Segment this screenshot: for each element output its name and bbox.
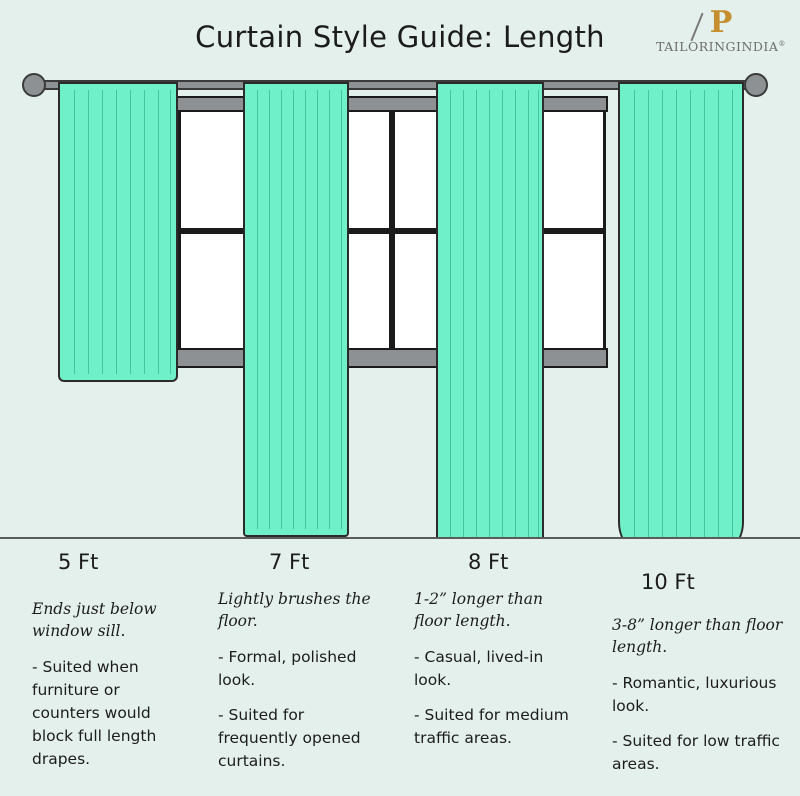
description-column-10ft <box>612 614 784 788</box>
brand-mark-icon: P <box>709 5 733 40</box>
bullet-item: - Formal, polished look. <box>218 648 357 689</box>
lead-text: Lightly brushes the floor. <box>218 590 371 630</box>
description-column-8ft <box>414 588 574 762</box>
finial-knob-right-icon <box>744 73 768 97</box>
curtain-panel-5ft <box>58 82 178 382</box>
bullet-item: - Suited for frequently opened curtains. <box>218 706 361 770</box>
curtain-panel-10ft <box>618 82 744 562</box>
finial-knob-left-icon <box>22 73 46 97</box>
bullet-item: - Suited when furniture or counters would block full length drapes. <box>32 658 157 768</box>
lead-text: Ends just below window sill. <box>32 600 157 640</box>
length-label-8ft: 8 Ft <box>468 550 509 574</box>
length-label-5ft: 5 Ft <box>58 550 99 574</box>
bullet-item: - Romantic, luxurious look. <box>612 674 777 715</box>
curtain-panel-7ft <box>243 82 349 537</box>
length-label-10ft: 10 Ft <box>641 570 695 594</box>
brand-name: TAILORINGINDIA® <box>656 39 786 54</box>
bullet-item: - Suited for medium traffic areas. <box>414 706 569 747</box>
lead-text: 1-2” longer than floor length. <box>414 590 543 630</box>
curtain-panel-8ft <box>436 82 544 560</box>
lead-text: 3-8” longer than floor length. <box>612 616 783 656</box>
description-column-5ft <box>32 598 192 783</box>
length-label-7ft: 7 Ft <box>269 550 310 574</box>
page-title: Curtain Style Guide: Length <box>195 20 605 54</box>
bullet-item: - Suited for low traffic areas. <box>612 732 780 773</box>
bullet-item: - Casual, lived-in look. <box>414 648 544 689</box>
floor-line <box>0 537 800 539</box>
description-column-7ft <box>218 588 378 785</box>
brand-logo <box>656 5 786 54</box>
